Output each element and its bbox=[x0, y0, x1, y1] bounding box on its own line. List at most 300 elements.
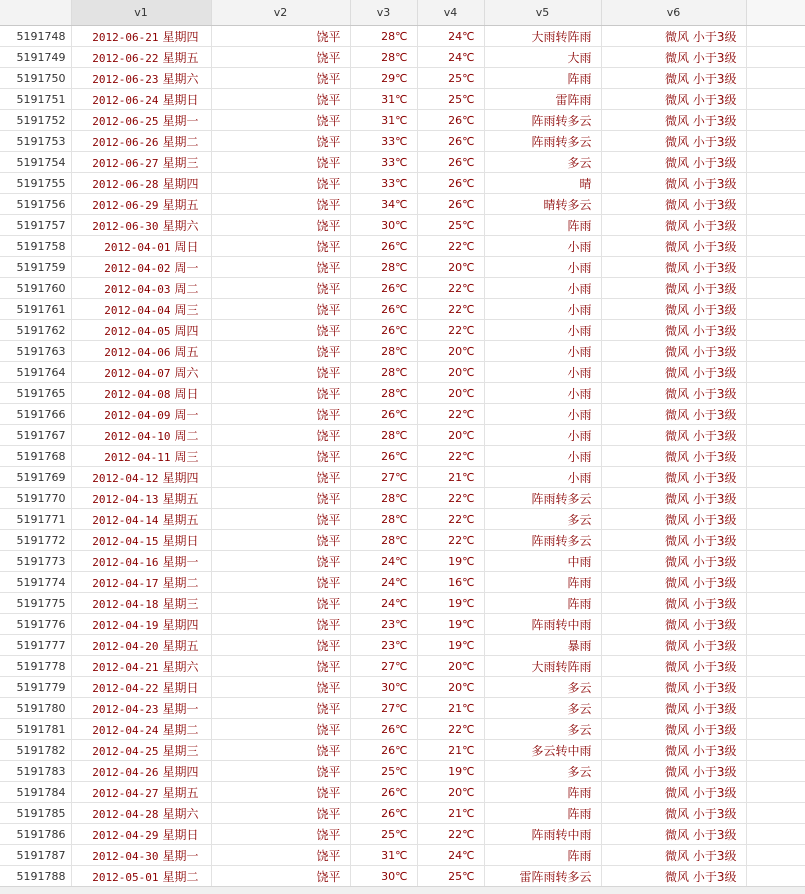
table-row[interactable] bbox=[0, 530, 805, 551]
cell-v5[interactable]: 阵雨 bbox=[484, 845, 601, 866]
cell-v6[interactable]: 微风 小于3级 bbox=[601, 677, 746, 698]
cell-v1[interactable] bbox=[71, 299, 211, 320]
row-index-cell[interactable]: 5191782 bbox=[0, 740, 71, 761]
cell-v5[interactable]: 小雨 bbox=[484, 383, 601, 404]
cell-v5[interactable]: 小雨 bbox=[484, 320, 601, 341]
cell-v3[interactable]: 28℃ bbox=[350, 257, 417, 278]
cell-v5[interactable]: 暴雨 bbox=[484, 635, 601, 656]
row-index-cell[interactable]: 5191763 bbox=[0, 341, 71, 362]
cell-v5[interactable]: 阵雨转中雨 bbox=[484, 614, 601, 635]
cell-v4[interactable]: 22℃ bbox=[417, 530, 484, 551]
cell-v6[interactable]: 微风 小于3级 bbox=[601, 47, 746, 68]
cell-v3[interactable]: 23℃ bbox=[350, 635, 417, 656]
cell-v2[interactable]: 饶平 bbox=[211, 173, 350, 194]
cell-v3[interactable]: 26℃ bbox=[350, 299, 417, 320]
cell-v5[interactable]: 大雨 bbox=[484, 47, 601, 68]
cell-v1[interactable] bbox=[71, 761, 211, 782]
table-row[interactable] bbox=[0, 362, 805, 383]
cell-v4[interactable]: 22℃ bbox=[417, 488, 484, 509]
table-row[interactable] bbox=[0, 467, 805, 488]
cell-v3[interactable]: 28℃ bbox=[350, 488, 417, 509]
cell-v1[interactable] bbox=[71, 593, 211, 614]
row-index-cell[interactable]: 5191780 bbox=[0, 698, 71, 719]
cell-v3[interactable]: 27℃ bbox=[350, 698, 417, 719]
cell-v4[interactable]: 22℃ bbox=[417, 824, 484, 845]
cell-v1[interactable] bbox=[71, 677, 211, 698]
cell-v2[interactable]: 饶平 bbox=[211, 26, 350, 47]
table-row[interactable] bbox=[0, 656, 805, 677]
table-row[interactable] bbox=[0, 551, 805, 572]
cell-v4[interactable]: 19℃ bbox=[417, 593, 484, 614]
cell-v5[interactable]: 阵雨转多云 bbox=[484, 530, 601, 551]
cell-v2[interactable]: 饶平 bbox=[211, 89, 350, 110]
cell-v6[interactable]: 微风 小于3级 bbox=[601, 593, 746, 614]
row-index-cell[interactable]: 5191777 bbox=[0, 635, 71, 656]
table-row[interactable] bbox=[0, 677, 805, 698]
cell-v2[interactable]: 饶平 bbox=[211, 677, 350, 698]
cell-v6[interactable]: 微风 小于3级 bbox=[601, 362, 746, 383]
cell-v2[interactable]: 饶平 bbox=[211, 425, 350, 446]
cell-v4[interactable]: 16℃ bbox=[417, 572, 484, 593]
cell-v4[interactable]: 22℃ bbox=[417, 299, 484, 320]
table-row[interactable] bbox=[0, 299, 805, 320]
cell-v3[interactable]: 26℃ bbox=[350, 404, 417, 425]
cell-v5[interactable]: 小雨 bbox=[484, 236, 601, 257]
cell-v5[interactable]: 小雨 bbox=[484, 257, 601, 278]
row-index-cell[interactable]: 5191751 bbox=[0, 89, 71, 110]
cell-v3[interactable]: 31℃ bbox=[350, 110, 417, 131]
row-index-cell[interactable]: 5191774 bbox=[0, 572, 71, 593]
table-row[interactable] bbox=[0, 110, 805, 131]
cell-v6[interactable]: 微风 小于3级 bbox=[601, 215, 746, 236]
row-index-cell[interactable]: 5191757 bbox=[0, 215, 71, 236]
cell-v3[interactable]: 31℃ bbox=[350, 89, 417, 110]
cell-v1[interactable] bbox=[71, 446, 211, 467]
cell-v6[interactable]: 微风 小于3级 bbox=[601, 782, 746, 803]
cell-v5[interactable]: 中雨 bbox=[484, 551, 601, 572]
cell-v6[interactable]: 微风 小于3级 bbox=[601, 404, 746, 425]
cell-v2[interactable]: 饶平 bbox=[211, 845, 350, 866]
table-row[interactable] bbox=[0, 488, 805, 509]
cell-v4[interactable]: 25℃ bbox=[417, 68, 484, 89]
cell-v5[interactable]: 阵雨 bbox=[484, 782, 601, 803]
cell-v4[interactable]: 24℃ bbox=[417, 845, 484, 866]
cell-v4[interactable]: 26℃ bbox=[417, 173, 484, 194]
cell-v3[interactable]: 31℃ bbox=[350, 845, 417, 866]
table-row[interactable] bbox=[0, 26, 805, 47]
cell-v1[interactable] bbox=[71, 404, 211, 425]
cell-v3[interactable]: 26℃ bbox=[350, 803, 417, 824]
cell-v4[interactable]: 22℃ bbox=[417, 509, 484, 530]
cell-v6[interactable]: 微风 小于3级 bbox=[601, 26, 746, 47]
cell-v1[interactable] bbox=[71, 173, 211, 194]
cell-v2[interactable]: 饶平 bbox=[211, 698, 350, 719]
table-row[interactable] bbox=[0, 47, 805, 68]
cell-v3[interactable]: 28℃ bbox=[350, 509, 417, 530]
cell-v5[interactable]: 阵雨 bbox=[484, 572, 601, 593]
cell-v6[interactable]: 微风 小于3级 bbox=[601, 530, 746, 551]
cell-v1[interactable] bbox=[71, 698, 211, 719]
cell-v5[interactable]: 多云转中雨 bbox=[484, 740, 601, 761]
cell-v1[interactable] bbox=[71, 341, 211, 362]
cell-v4[interactable]: 20℃ bbox=[417, 362, 484, 383]
cell-v4[interactable]: 19℃ bbox=[417, 635, 484, 656]
cell-v3[interactable]: 28℃ bbox=[350, 362, 417, 383]
cell-v5[interactable]: 阵雨 bbox=[484, 68, 601, 89]
row-index-cell[interactable]: 5191786 bbox=[0, 824, 71, 845]
cell-v1[interactable] bbox=[71, 278, 211, 299]
cell-v3[interactable]: 26℃ bbox=[350, 719, 417, 740]
table-row[interactable] bbox=[0, 761, 805, 782]
table-row[interactable] bbox=[0, 152, 805, 173]
cell-v4[interactable]: 21℃ bbox=[417, 803, 484, 824]
cell-v6[interactable]: 微风 小于3级 bbox=[601, 152, 746, 173]
cell-v1[interactable] bbox=[71, 194, 211, 215]
row-index-cell[interactable]: 5191784 bbox=[0, 782, 71, 803]
table-row[interactable] bbox=[0, 215, 805, 236]
cell-v6[interactable]: 微风 小于3级 bbox=[601, 299, 746, 320]
cell-v1[interactable] bbox=[71, 740, 211, 761]
cell-v4[interactable]: 20℃ bbox=[417, 677, 484, 698]
cell-v6[interactable]: 微风 小于3级 bbox=[601, 278, 746, 299]
cell-v2[interactable]: 饶平 bbox=[211, 47, 350, 68]
row-index-cell[interactable]: 5191775 bbox=[0, 593, 71, 614]
cell-v1[interactable] bbox=[71, 551, 211, 572]
cell-v6[interactable]: 微风 小于3级 bbox=[601, 341, 746, 362]
cell-v3[interactable]: 26℃ bbox=[350, 782, 417, 803]
cell-v4[interactable]: 26℃ bbox=[417, 194, 484, 215]
row-index-cell[interactable]: 5191773 bbox=[0, 551, 71, 572]
row-index-cell[interactable]: 5191785 bbox=[0, 803, 71, 824]
cell-v1[interactable] bbox=[71, 845, 211, 866]
column-header-v6[interactable]: v6 bbox=[601, 0, 746, 26]
cell-v6[interactable]: 微风 小于3级 bbox=[601, 467, 746, 488]
column-header-v4[interactable]: v4 bbox=[417, 0, 484, 26]
cell-v3[interactable]: 24℃ bbox=[350, 551, 417, 572]
cell-v3[interactable]: 30℃ bbox=[350, 677, 417, 698]
cell-v3[interactable]: 24℃ bbox=[350, 572, 417, 593]
table-row[interactable] bbox=[0, 593, 805, 614]
cell-v3[interactable]: 26℃ bbox=[350, 446, 417, 467]
cell-v1[interactable] bbox=[71, 614, 211, 635]
cell-v1[interactable] bbox=[71, 467, 211, 488]
cell-v2[interactable]: 饶平 bbox=[211, 572, 350, 593]
cell-v2[interactable]: 饶平 bbox=[211, 488, 350, 509]
cell-v6[interactable]: 微风 小于3级 bbox=[601, 698, 746, 719]
cell-v1[interactable] bbox=[71, 110, 211, 131]
column-header-v5[interactable]: v5 bbox=[484, 0, 601, 26]
cell-v3[interactable]: 28℃ bbox=[350, 47, 417, 68]
cell-v3[interactable]: 26℃ bbox=[350, 740, 417, 761]
cell-v4[interactable]: 22℃ bbox=[417, 446, 484, 467]
cell-v6[interactable]: 微风 小于3级 bbox=[601, 572, 746, 593]
table-row[interactable] bbox=[0, 320, 805, 341]
column-header-v2[interactable]: v2 bbox=[211, 0, 350, 26]
table-row[interactable] bbox=[0, 425, 805, 446]
cell-v2[interactable]: 饶平 bbox=[211, 68, 350, 89]
row-index-cell[interactable]: 5191750 bbox=[0, 68, 71, 89]
cell-v4[interactable]: 20℃ bbox=[417, 782, 484, 803]
cell-v2[interactable]: 饶平 bbox=[211, 866, 350, 887]
cell-v3[interactable]: 33℃ bbox=[350, 173, 417, 194]
cell-v4[interactable]: 20℃ bbox=[417, 425, 484, 446]
cell-v1[interactable] bbox=[71, 152, 211, 173]
table-row[interactable] bbox=[0, 257, 805, 278]
row-index-cell[interactable]: 5191783 bbox=[0, 761, 71, 782]
cell-v1[interactable] bbox=[71, 719, 211, 740]
table-row[interactable] bbox=[0, 740, 805, 761]
cell-v5[interactable]: 小雨 bbox=[484, 404, 601, 425]
cell-v5[interactable]: 多云 bbox=[484, 677, 601, 698]
cell-v2[interactable]: 饶平 bbox=[211, 257, 350, 278]
cell-v4[interactable]: 19℃ bbox=[417, 761, 484, 782]
row-index-cell[interactable]: 5191770 bbox=[0, 488, 71, 509]
cell-v3[interactable]: 24℃ bbox=[350, 593, 417, 614]
cell-v1[interactable] bbox=[71, 866, 211, 887]
cell-v6[interactable]: 微风 小于3级 bbox=[601, 761, 746, 782]
cell-v2[interactable]: 饶平 bbox=[211, 803, 350, 824]
cell-v6[interactable]: 微风 小于3级 bbox=[601, 740, 746, 761]
table-row[interactable] bbox=[0, 845, 805, 866]
cell-v5[interactable]: 多云 bbox=[484, 152, 601, 173]
cell-v2[interactable]: 饶平 bbox=[211, 614, 350, 635]
cell-v5[interactable]: 雷阵雨转多云 bbox=[484, 866, 601, 887]
table-row[interactable] bbox=[0, 341, 805, 362]
cell-v5[interactable]: 小雨 bbox=[484, 362, 601, 383]
cell-v5[interactable]: 大雨转阵雨 bbox=[484, 656, 601, 677]
cell-v5[interactable]: 小雨 bbox=[484, 341, 601, 362]
table-row[interactable] bbox=[0, 782, 805, 803]
row-index-cell[interactable]: 5191754 bbox=[0, 152, 71, 173]
cell-v2[interactable]: 饶平 bbox=[211, 215, 350, 236]
cell-v6[interactable]: 微风 小于3级 bbox=[601, 173, 746, 194]
cell-v2[interactable]: 饶平 bbox=[211, 152, 350, 173]
table-row[interactable] bbox=[0, 866, 805, 887]
cell-v4[interactable]: 20℃ bbox=[417, 341, 484, 362]
cell-v4[interactable]: 20℃ bbox=[417, 383, 484, 404]
table-row[interactable] bbox=[0, 131, 805, 152]
cell-v1[interactable] bbox=[71, 572, 211, 593]
cell-v3[interactable]: 27℃ bbox=[350, 467, 417, 488]
cell-v3[interactable]: 26℃ bbox=[350, 236, 417, 257]
table-row[interactable] bbox=[0, 824, 805, 845]
cell-v1[interactable] bbox=[71, 425, 211, 446]
table-row[interactable] bbox=[0, 719, 805, 740]
cell-v4[interactable]: 22℃ bbox=[417, 320, 484, 341]
column-header-v3[interactable]: v3 bbox=[350, 0, 417, 26]
row-index-cell[interactable]: 5191769 bbox=[0, 467, 71, 488]
cell-v3[interactable]: 25℃ bbox=[350, 761, 417, 782]
cell-v1[interactable] bbox=[71, 131, 211, 152]
cell-v4[interactable]: 24℃ bbox=[417, 26, 484, 47]
cell-v4[interactable]: 19℃ bbox=[417, 551, 484, 572]
cell-v6[interactable]: 微风 小于3级 bbox=[601, 383, 746, 404]
cell-v5[interactable]: 小雨 bbox=[484, 425, 601, 446]
cell-v3[interactable]: 28℃ bbox=[350, 26, 417, 47]
cell-v1[interactable] bbox=[71, 257, 211, 278]
column-header-v1[interactable]: v1 bbox=[71, 0, 211, 26]
cell-v6[interactable]: 微风 小于3级 bbox=[601, 110, 746, 131]
corner-cell[interactable] bbox=[0, 0, 71, 26]
row-index-cell[interactable]: 5191764 bbox=[0, 362, 71, 383]
cell-v2[interactable]: 饶平 bbox=[211, 782, 350, 803]
cell-v5[interactable]: 阵雨 bbox=[484, 215, 601, 236]
row-index-cell[interactable]: 5191779 bbox=[0, 677, 71, 698]
row-index-cell[interactable]: 5191776 bbox=[0, 614, 71, 635]
cell-v2[interactable]: 饶平 bbox=[211, 530, 350, 551]
cell-v5[interactable]: 晴 bbox=[484, 173, 601, 194]
table-row[interactable] bbox=[0, 572, 805, 593]
cell-v6[interactable]: 微风 小于3级 bbox=[601, 89, 746, 110]
row-index-cell[interactable]: 5191762 bbox=[0, 320, 71, 341]
row-index-cell[interactable]: 5191766 bbox=[0, 404, 71, 425]
cell-v2[interactable]: 饶平 bbox=[211, 635, 350, 656]
cell-v5[interactable]: 多云 bbox=[484, 761, 601, 782]
cell-v5[interactable]: 阵雨 bbox=[484, 593, 601, 614]
cell-v6[interactable]: 微风 小于3级 bbox=[601, 446, 746, 467]
row-index-cell[interactable]: 5191768 bbox=[0, 446, 71, 467]
row-index-cell[interactable]: 5191761 bbox=[0, 299, 71, 320]
table-row[interactable] bbox=[0, 278, 805, 299]
cell-v2[interactable]: 饶平 bbox=[211, 194, 350, 215]
cell-v5[interactable]: 阵雨转多云 bbox=[484, 110, 601, 131]
table-row[interactable] bbox=[0, 509, 805, 530]
row-index-cell[interactable]: 5191771 bbox=[0, 509, 71, 530]
cell-v2[interactable]: 饶平 bbox=[211, 341, 350, 362]
cell-v4[interactable]: 20℃ bbox=[417, 656, 484, 677]
cell-v3[interactable]: 28℃ bbox=[350, 530, 417, 551]
row-index-cell[interactable]: 5191748 bbox=[0, 26, 71, 47]
cell-v2[interactable]: 饶平 bbox=[211, 467, 350, 488]
cell-v5[interactable]: 多云 bbox=[484, 698, 601, 719]
cell-v5[interactable]: 小雨 bbox=[484, 299, 601, 320]
cell-v3[interactable]: 26℃ bbox=[350, 320, 417, 341]
cell-v1[interactable] bbox=[71, 89, 211, 110]
cell-v3[interactable]: 30℃ bbox=[350, 866, 417, 887]
cell-v6[interactable]: 微风 小于3级 bbox=[601, 719, 746, 740]
cell-v5[interactable]: 阵雨转多云 bbox=[484, 488, 601, 509]
row-index-cell[interactable]: 5191781 bbox=[0, 719, 71, 740]
cell-v3[interactable]: 34℃ bbox=[350, 194, 417, 215]
cell-v5[interactable]: 多云 bbox=[484, 509, 601, 530]
cell-v4[interactable]: 22℃ bbox=[417, 719, 484, 740]
table-row[interactable] bbox=[0, 173, 805, 194]
cell-v5[interactable]: 小雨 bbox=[484, 467, 601, 488]
cell-v1[interactable] bbox=[71, 803, 211, 824]
cell-v6[interactable]: 微风 小于3级 bbox=[601, 551, 746, 572]
cell-v2[interactable]: 饶平 bbox=[211, 236, 350, 257]
cell-v6[interactable]: 微风 小于3级 bbox=[601, 320, 746, 341]
cell-v4[interactable]: 22℃ bbox=[417, 404, 484, 425]
cell-v2[interactable]: 饶平 bbox=[211, 509, 350, 530]
cell-v6[interactable]: 微风 小于3级 bbox=[601, 635, 746, 656]
row-index-cell[interactable]: 5191749 bbox=[0, 47, 71, 68]
row-index-cell[interactable]: 5191755 bbox=[0, 173, 71, 194]
cell-v3[interactable]: 30℃ bbox=[350, 215, 417, 236]
cell-v1[interactable] bbox=[71, 530, 211, 551]
cell-v5[interactable]: 大雨转阵雨 bbox=[484, 26, 601, 47]
cell-v1[interactable] bbox=[71, 26, 211, 47]
cell-v4[interactable]: 21℃ bbox=[417, 467, 484, 488]
cell-v3[interactable]: 28℃ bbox=[350, 341, 417, 362]
cell-v2[interactable]: 饶平 bbox=[211, 278, 350, 299]
row-index-cell[interactable]: 5191752 bbox=[0, 110, 71, 131]
cell-v6[interactable]: 微风 小于3级 bbox=[601, 866, 746, 887]
cell-v4[interactable]: 19℃ bbox=[417, 614, 484, 635]
cell-v3[interactable]: 23℃ bbox=[350, 614, 417, 635]
cell-v1[interactable] bbox=[71, 47, 211, 68]
row-index-cell[interactable]: 5191787 bbox=[0, 845, 71, 866]
cell-v2[interactable]: 饶平 bbox=[211, 362, 350, 383]
cell-v2[interactable]: 饶平 bbox=[211, 404, 350, 425]
cell-v1[interactable] bbox=[71, 68, 211, 89]
cell-v4[interactable]: 26℃ bbox=[417, 131, 484, 152]
cell-v5[interactable]: 阵雨 bbox=[484, 803, 601, 824]
cell-v4[interactable]: 25℃ bbox=[417, 89, 484, 110]
row-index-cell[interactable]: 5191756 bbox=[0, 194, 71, 215]
cell-v1[interactable] bbox=[71, 635, 211, 656]
cell-v6[interactable]: 微风 小于3级 bbox=[601, 257, 746, 278]
cell-v2[interactable]: 饶平 bbox=[211, 131, 350, 152]
cell-v4[interactable]: 25℃ bbox=[417, 866, 484, 887]
cell-v4[interactable]: 26℃ bbox=[417, 152, 484, 173]
cell-v4[interactable]: 21℃ bbox=[417, 698, 484, 719]
row-index-cell[interactable]: 5191788 bbox=[0, 866, 71, 887]
cell-v3[interactable]: 28℃ bbox=[350, 383, 417, 404]
cell-v6[interactable]: 微风 小于3级 bbox=[601, 236, 746, 257]
cell-v6[interactable]: 微风 小于3级 bbox=[601, 845, 746, 866]
cell-v6[interactable]: 微风 小于3级 bbox=[601, 488, 746, 509]
cell-v4[interactable]: 25℃ bbox=[417, 215, 484, 236]
cell-v6[interactable]: 微风 小于3级 bbox=[601, 425, 746, 446]
table-row[interactable] bbox=[0, 404, 805, 425]
cell-v2[interactable]: 饶平 bbox=[211, 383, 350, 404]
cell-v5[interactable]: 雷阵雨 bbox=[484, 89, 601, 110]
cell-v5[interactable]: 阵雨转中雨 bbox=[484, 824, 601, 845]
row-index-cell[interactable]: 5191778 bbox=[0, 656, 71, 677]
cell-v1[interactable] bbox=[71, 656, 211, 677]
cell-v2[interactable]: 饶平 bbox=[211, 761, 350, 782]
cell-v3[interactable]: 27℃ bbox=[350, 656, 417, 677]
row-index-cell[interactable]: 5191759 bbox=[0, 257, 71, 278]
table-row[interactable] bbox=[0, 803, 805, 824]
cell-v1[interactable] bbox=[71, 488, 211, 509]
cell-v5[interactable]: 小雨 bbox=[484, 278, 601, 299]
cell-v2[interactable]: 饶平 bbox=[211, 299, 350, 320]
cell-v4[interactable]: 22℃ bbox=[417, 278, 484, 299]
cell-v1[interactable] bbox=[71, 383, 211, 404]
cell-v6[interactable]: 微风 小于3级 bbox=[601, 656, 746, 677]
cell-v1[interactable] bbox=[71, 509, 211, 530]
cell-v1[interactable] bbox=[71, 782, 211, 803]
cell-v5[interactable]: 阵雨转多云 bbox=[484, 131, 601, 152]
row-index-cell[interactable]: 5191753 bbox=[0, 131, 71, 152]
table-row[interactable] bbox=[0, 383, 805, 404]
cell-v2[interactable]: 饶平 bbox=[211, 110, 350, 131]
cell-v2[interactable]: 饶平 bbox=[211, 824, 350, 845]
cell-v6[interactable]: 微风 小于3级 bbox=[601, 68, 746, 89]
cell-v4[interactable]: 21℃ bbox=[417, 740, 484, 761]
table-row[interactable] bbox=[0, 635, 805, 656]
table-row[interactable] bbox=[0, 68, 805, 89]
cell-v1[interactable] bbox=[71, 824, 211, 845]
cell-v3[interactable]: 28℃ bbox=[350, 425, 417, 446]
cell-v2[interactable]: 饶平 bbox=[211, 320, 350, 341]
table-row[interactable] bbox=[0, 236, 805, 257]
cell-v3[interactable]: 33℃ bbox=[350, 152, 417, 173]
cell-v1[interactable] bbox=[71, 320, 211, 341]
cell-v1[interactable] bbox=[71, 215, 211, 236]
